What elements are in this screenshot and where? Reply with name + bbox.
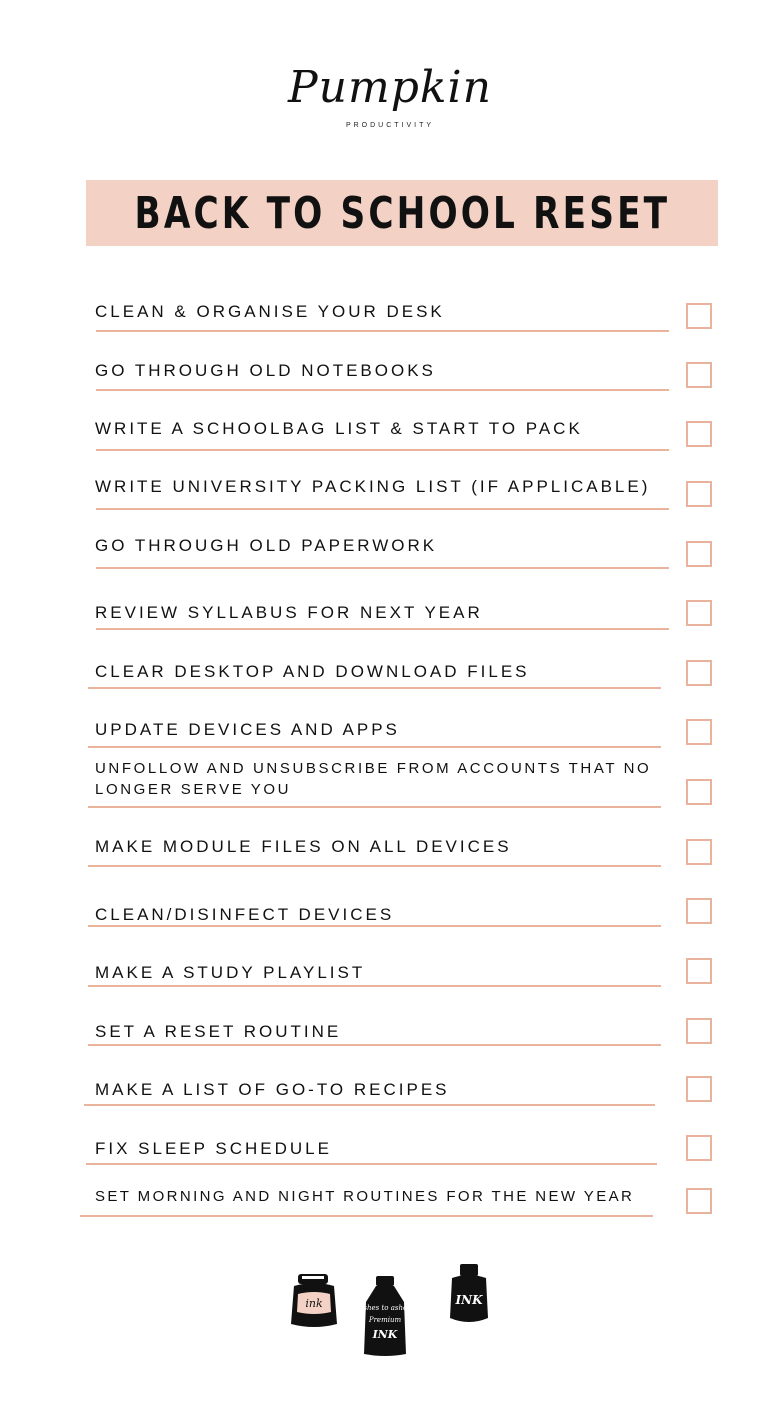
checklist-item-label: SET A RESET ROUTINE [95, 1022, 342, 1041]
checklist-item-underline [88, 925, 661, 927]
page-title: BACK TO SCHOOL RESET [134, 187, 670, 239]
checklist-item-checkbox[interactable] [686, 541, 712, 567]
logo-tagline: PRODUCTIVITY [345, 122, 435, 129]
checklist-item-label: CLEAN & ORGANISE YOUR DESK [95, 302, 445, 321]
premium-bottle-line3: INK [372, 1328, 398, 1341]
checklist-item-underline [86, 1163, 657, 1165]
checklist-item-checkbox[interactable] [686, 362, 712, 388]
brand-logo [0, 58, 780, 129]
checklist-item-underline [96, 628, 669, 630]
checklist-item-checkbox[interactable] [686, 303, 712, 329]
checklist-item-underline [88, 985, 661, 987]
checklist-item-label: WRITE A SCHOOLBAG LIST & START TO PACK [95, 419, 583, 438]
checklist-item-label: FIX SLEEP SCHEDULE [95, 1139, 332, 1158]
checklist-item-underline [96, 508, 669, 510]
checklist-item-checkbox[interactable] [686, 839, 712, 865]
checklist-item-checkbox[interactable] [686, 421, 712, 447]
checklist-item-checkbox[interactable] [686, 958, 712, 984]
checklist-item-underline [88, 687, 661, 689]
pink-ink-bottle-icon [284, 1272, 344, 1332]
checklist-item-underline [88, 1044, 661, 1046]
logo-wordmark: Pumpkin [288, 62, 492, 113]
premium-bottle-line1: ashes to ashes [359, 1304, 411, 1312]
checklist-item-checkbox[interactable] [686, 719, 712, 745]
checklist-item-underline [88, 865, 661, 867]
checklist-item-label: UPDATE DEVICES AND APPS [95, 720, 400, 739]
checklist-item-label: MAKE A LIST OF GO-TO RECIPES [95, 1080, 450, 1099]
checklist-item-checkbox[interactable] [686, 779, 712, 805]
premium-bottle-line2: Premium [368, 1316, 402, 1324]
checklist-item-label: SET MORNING AND NIGHT ROUTINES FOR THE NEW YEAR [95, 1188, 635, 1205]
checklist-item-underline [96, 567, 669, 569]
checklist-item-label: CLEAR DESKTOP AND DOWNLOAD FILES [95, 662, 530, 681]
checklist-item-underline [96, 449, 669, 451]
ink-bottles-illustration [280, 1262, 500, 1362]
checklist-item-label: WRITE UNIVERSITY PACKING LIST (IF APPLICABLE) [95, 477, 651, 496]
checklist-item-underline [96, 330, 669, 332]
title-banner [86, 180, 718, 246]
checklist-item-underline [88, 806, 661, 808]
checklist-item-label: REVIEW SYLLABUS FOR NEXT YEAR [95, 603, 483, 622]
black-bottle-label: INK [455, 1293, 483, 1307]
checklist-item-checkbox[interactable] [686, 481, 712, 507]
checklist-item-underline [88, 746, 661, 748]
checklist-item-checkbox[interactable] [686, 1076, 712, 1102]
checklist-item-checkbox[interactable] [686, 1018, 712, 1044]
checklist-item-label: MAKE A STUDY PLAYLIST [95, 963, 366, 982]
checklist-item-label: GO THROUGH OLD PAPERWORK [95, 536, 438, 555]
checklist-item-label: UNFOLLOW AND UNSUBSCRIBE FROM ACCOUNTS THAT NO LONGER SERVE YOU [95, 760, 652, 798]
black-premium-ink-bottle-icon [360, 1276, 410, 1358]
checklist-item-checkbox[interactable] [686, 660, 712, 686]
checklist-item-checkbox[interactable] [686, 1188, 712, 1214]
pink-bottle-label: ink [305, 1297, 323, 1310]
checklist-item-label: MAKE MODULE FILES ON ALL DEVICES [95, 837, 512, 856]
checklist-item-checkbox[interactable] [686, 1135, 712, 1161]
black-ink-bottle-icon [446, 1264, 492, 1326]
checklist-item-label: CLEAN/DISINFECT DEVICES [95, 905, 395, 924]
checklist-item-underline [84, 1104, 655, 1106]
checklist-item-checkbox[interactable] [686, 600, 712, 626]
checklist-item-checkbox[interactable] [686, 898, 712, 924]
checklist-item-underline [80, 1215, 653, 1217]
checklist-item-underline [96, 389, 669, 391]
checklist-item-label: GO THROUGH OLD NOTEBOOKS [95, 361, 436, 380]
